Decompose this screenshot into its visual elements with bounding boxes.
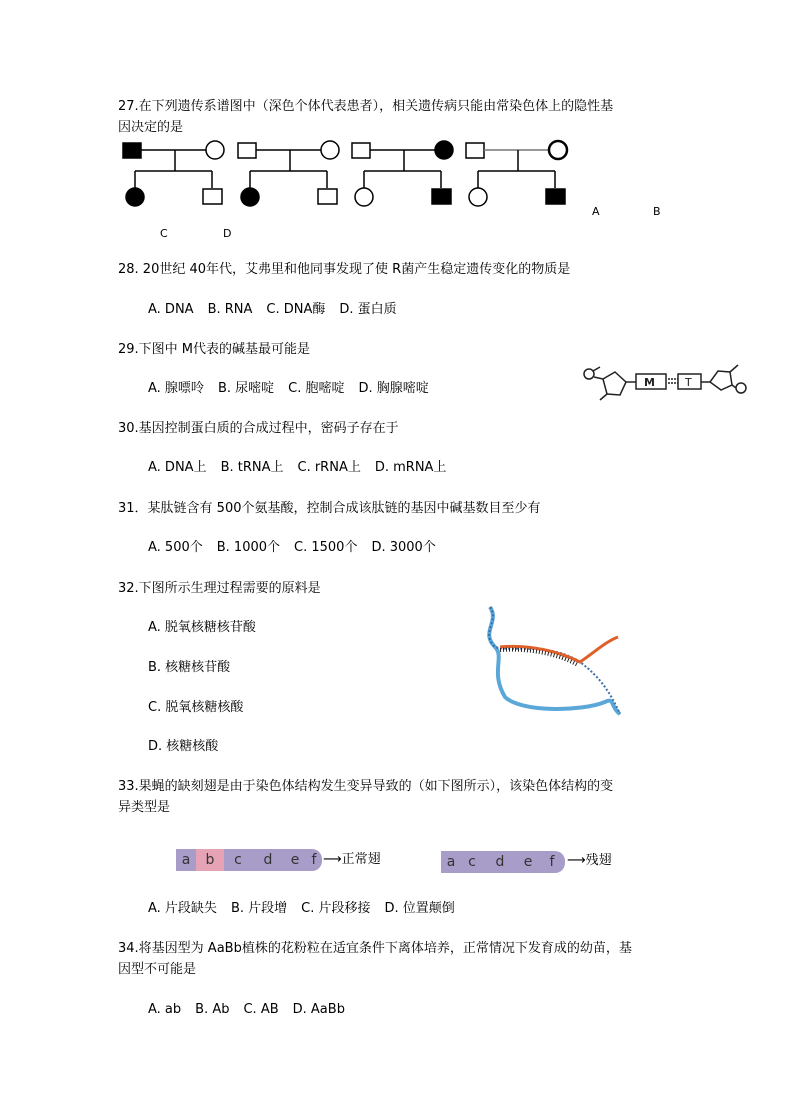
option-d: D. 3000个 xyxy=(371,540,436,555)
q27-stem-1: 27.在下列遗传系谱图中（深色个体代表患者），相关遗传病只能由常染色体上的隐性基 xyxy=(118,99,614,114)
mutant-label: ⟶残翅 xyxy=(567,853,612,868)
q29-options xyxy=(148,381,443,397)
q31-stem: 31．某肽链含有 500个氨基酸，控制合成该肽链的基因中碱基数目至少有 xyxy=(118,501,541,516)
option-a: A. DNA上 xyxy=(148,460,207,475)
segment-f: f xyxy=(549,854,555,870)
option-d: D. 位置颠倒 xyxy=(384,901,455,916)
option-a: A. 片段缺失 xyxy=(148,901,217,916)
option-c: C. rRNA上 xyxy=(297,460,361,475)
q31-options xyxy=(148,540,450,556)
q28-options xyxy=(148,302,411,318)
normal-chromosome xyxy=(176,849,322,871)
option-d: D. 胸腺嘧啶 xyxy=(358,381,429,396)
option-b: B. 片段增 xyxy=(230,901,288,916)
option-b: B. 尿嘧啶 xyxy=(217,381,275,396)
segment-e: e xyxy=(290,852,300,868)
option-a: A. 腺嘌呤 xyxy=(148,381,204,396)
pedigree-3 xyxy=(352,141,453,206)
q32-option-a: A. 脱氧核糖核苷酸 xyxy=(148,620,256,635)
transcription-figure xyxy=(470,602,625,722)
base-m-label: M xyxy=(644,376,655,389)
segment-b: b xyxy=(196,849,224,871)
pedigree-1 xyxy=(123,141,224,206)
option-c: C. DNA酶 xyxy=(266,302,326,317)
option-b: B. 1000个 xyxy=(216,540,281,555)
mutant-chromosome xyxy=(441,851,565,873)
option-d: D. 蛋白质 xyxy=(339,302,397,317)
normal-label: ⟶正常翅 xyxy=(323,852,381,867)
q32-option-c: C. 脱氧核糖核酸 xyxy=(148,700,244,715)
q34-options xyxy=(148,1002,359,1018)
q27-label-a: A xyxy=(592,205,600,218)
q30-options xyxy=(148,460,460,476)
option-c: C. AB xyxy=(243,1002,279,1017)
segment-d: d xyxy=(495,854,505,870)
option-c: C. 片段移接 xyxy=(301,901,371,916)
pedigree-2 xyxy=(238,141,339,206)
option-b: B. tRNA上 xyxy=(220,460,284,475)
pedigree-figure xyxy=(118,138,578,210)
segment-c: c xyxy=(468,854,476,870)
q33-stem-1: 33.果蝇的缺刻翅是由于染色体结构发生变异导致的（如下图所示），该染色体结构的变 xyxy=(118,779,614,794)
pedigree-4 xyxy=(466,141,567,206)
q27-label-d: D xyxy=(223,227,232,240)
q33-stem-2: 异类型是 xyxy=(118,800,171,815)
base-t-label: T xyxy=(685,376,692,389)
option-a: A. DNA xyxy=(148,302,194,317)
segment-e: e xyxy=(523,854,533,870)
segment-c: c xyxy=(234,852,242,868)
option-d: D. AaBb xyxy=(292,1002,345,1017)
segment-f: f xyxy=(311,852,317,868)
q33-options xyxy=(148,901,469,917)
q34-stem-1: 34.将基因型为 AaBb植株的花粉粒在适宜条件下离体培养，正常情况下发育成的幼苗，基 xyxy=(118,941,632,956)
segment-a: a xyxy=(181,852,191,868)
normal-wing-label: 正常翅 xyxy=(341,852,381,867)
mutant-wing-label: 残翅 xyxy=(585,853,612,868)
q30-stem: 30.基因控制蛋白质的合成过程中，密码子存在于 xyxy=(118,421,399,436)
q27-stem-2: 因决定的是 xyxy=(118,120,184,135)
q32-option-d: D. 核糖核酸 xyxy=(148,739,219,754)
segment-a: a xyxy=(446,854,456,870)
option-a: A. ab xyxy=(148,1002,182,1017)
option-b: B. RNA xyxy=(207,302,253,317)
option-d: D. mRNA上 xyxy=(374,460,447,475)
option-c: C. 1500个 xyxy=(294,540,358,555)
q32-stem: 32.下图所示生理过程需要的原料是 xyxy=(118,581,321,596)
nucleotide-pair-figure xyxy=(578,358,748,403)
option-b: B. Ab xyxy=(195,1002,230,1017)
segment-d: d xyxy=(263,852,273,868)
q34-stem-2: 因型不可能是 xyxy=(118,962,197,977)
q27-label-b: B xyxy=(653,205,661,218)
q28-stem: 28. 20世纪 40年代，艾弗里和他同事发现了使 R菌产生稳定遗传变化的物质是 xyxy=(118,262,571,277)
q32-option-b: B. 核糖核苷酸 xyxy=(148,660,231,675)
q27-label-c: C xyxy=(160,227,168,240)
option-a: A. 500个 xyxy=(148,540,203,555)
q29-stem: 29.下图中 M代表的碱基最可能是 xyxy=(118,342,311,357)
option-c: C. 胞嘧啶 xyxy=(288,381,345,396)
